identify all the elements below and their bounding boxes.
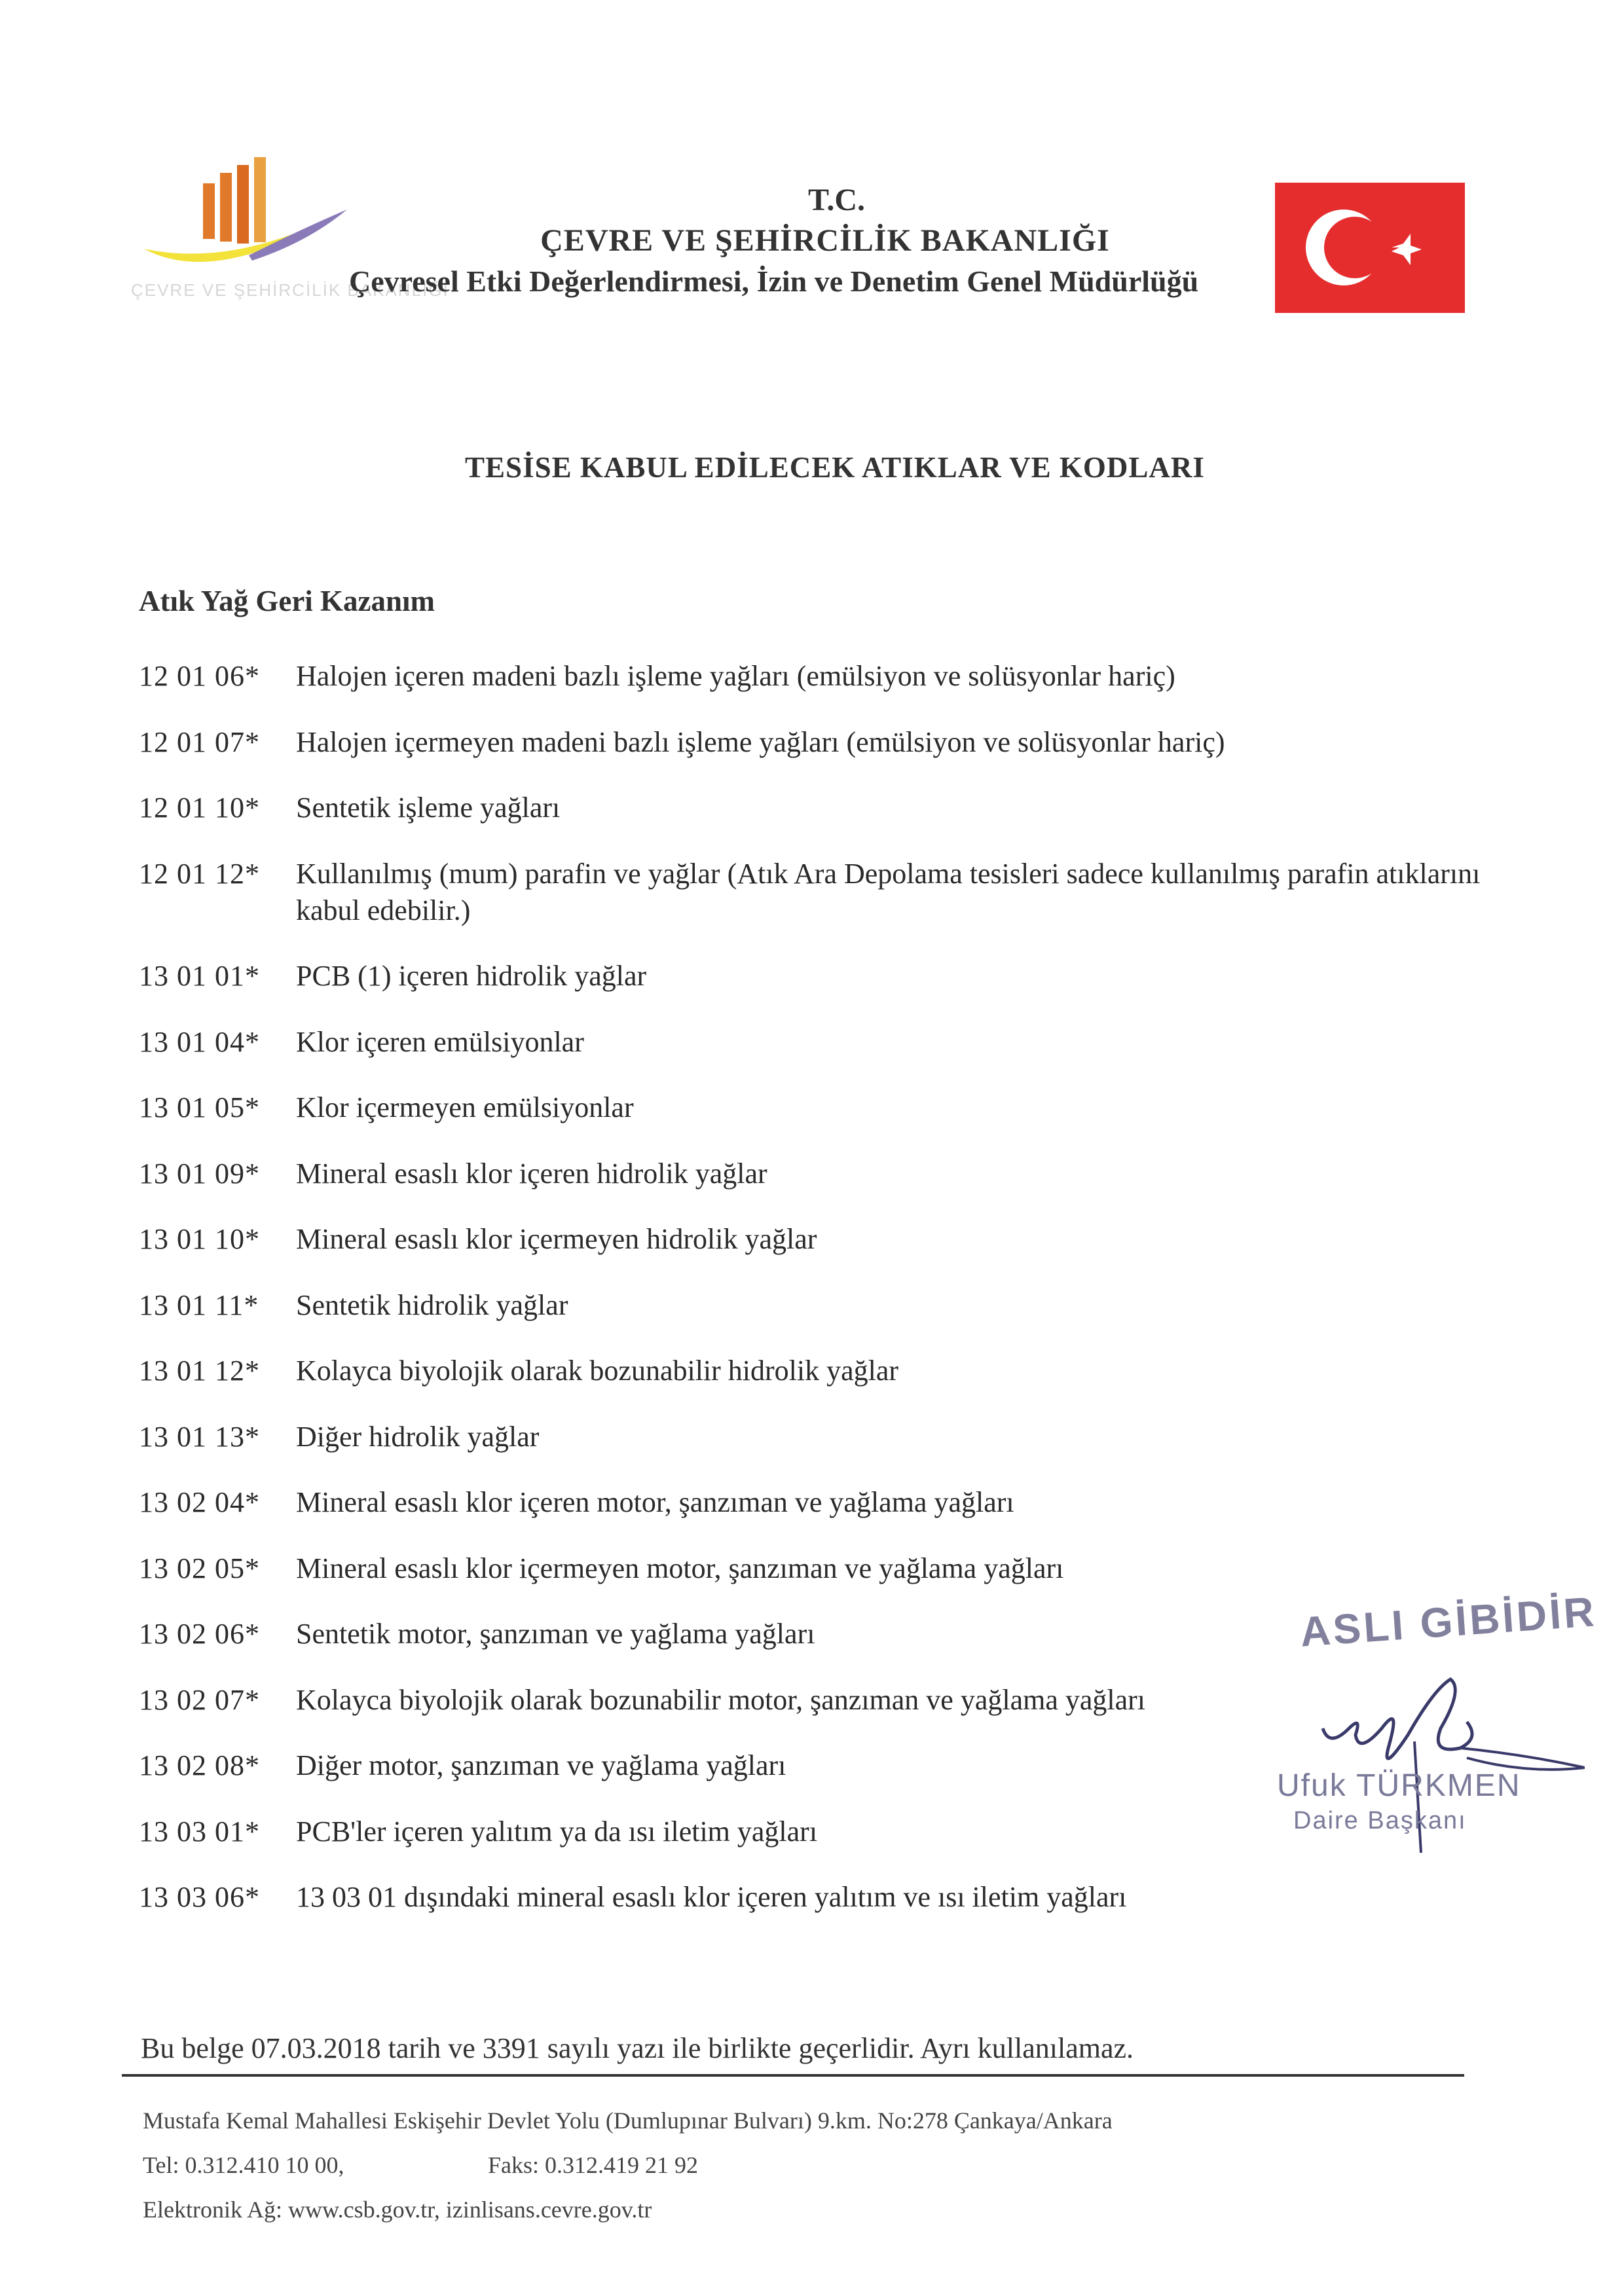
footer-address: Mustafa Kemal Mahallesi Eskişehir Devlet Yolu (Dumlupınar Bulvarı) 9.km. No:278 Çankaya/Ankara bbox=[143, 2107, 1113, 2134]
waste-description: Klor içermeyen emülsiyonlar bbox=[296, 1091, 634, 1123]
waste-code: 13 01 10* bbox=[139, 1223, 260, 1255]
waste-item-row bbox=[139, 1484, 1514, 1521]
waste-code: 13 02 05* bbox=[139, 1552, 260, 1584]
waste-code: 13 01 12* bbox=[139, 1355, 260, 1387]
waste-description: Klor içeren emülsiyonlar bbox=[296, 1025, 584, 1058]
footer-fax: Faks: 0.312.419 21 92 bbox=[488, 2152, 699, 2178]
turkish-flag bbox=[1275, 183, 1465, 313]
waste-description: Sentetik işleme yağları bbox=[296, 792, 561, 824]
waste-code: 13 01 09* bbox=[139, 1157, 260, 1190]
waste-description: Kullanılmış (mum) parafin ve yağlar (Atık Ara Depolama tesisleri sadece kullanılmış parafin atıklarını kabul edebilir.) bbox=[296, 857, 1481, 926]
waste-item-row bbox=[139, 1287, 1514, 1324]
signer-name: Ufuk TÜRKMEN bbox=[1277, 1768, 1521, 1803]
waste-code: 13 02 07* bbox=[139, 1683, 260, 1716]
waste-description: Mineral esaslı klor içeren hidrolik yağlar bbox=[296, 1157, 767, 1190]
footer-tel: Tel: 0.312.410 10 00, bbox=[143, 2152, 344, 2178]
waste-description: 13 03 01 dışındaki mineral esaslı klor içeren yalıtım ve ısı iletim yağları bbox=[296, 1881, 1127, 1913]
waste-code: 13 02 08* bbox=[139, 1749, 260, 1781]
waste-description: Kolayca biyolojik olarak bozunabilir hidrolik yağlar bbox=[296, 1355, 899, 1387]
waste-description: Halojen içermeyen madeni bazlı işleme yağları (emülsiyon ve solüsyonlar hariç) bbox=[296, 725, 1225, 758]
footer-web: Elektronik Ağ: www.csb.gov.tr, izinlisans.cevre.gov.tr bbox=[143, 2196, 652, 2223]
waste-item-row bbox=[139, 958, 1514, 994]
waste-description: PCB (1) içeren hidrolik yağlar bbox=[296, 960, 647, 992]
waste-code: 13 03 06* bbox=[139, 1881, 260, 1913]
waste-code: 13 01 13* bbox=[139, 1420, 260, 1453]
waste-item-row bbox=[139, 1221, 1514, 1258]
waste-description: Mineral esaslı klor içermeyen motor, şanzıman ve yağlama yağları bbox=[296, 1552, 1064, 1584]
waste-item-row bbox=[139, 1089, 1514, 1126]
waste-code: 12 01 07* bbox=[139, 725, 260, 758]
header-tc: T.C. bbox=[807, 183, 866, 217]
waste-code: 13 02 04* bbox=[139, 1486, 260, 1518]
waste-item-row bbox=[139, 1550, 1514, 1587]
waste-item-row bbox=[139, 1156, 1514, 1192]
waste-code: 12 01 12* bbox=[139, 857, 260, 890]
waste-item-row bbox=[139, 856, 1514, 929]
section-heading: Atık Yağ Geri Kazanım bbox=[139, 585, 435, 617]
waste-description: Halojen içeren madeni bazlı işleme yağları (emülsiyon ve solüsyonlar hariç) bbox=[296, 660, 1175, 692]
waste-item-row bbox=[139, 1024, 1514, 1061]
waste-code-list bbox=[139, 658, 1514, 1945]
waste-description: Kolayca biyolojik olarak bozunabilir motor, şanzıman ve yağlama yağları bbox=[296, 1683, 1146, 1716]
waste-description: Mineral esaslı klor içeren motor, şanzıman ve yağlama yağları bbox=[296, 1486, 1014, 1518]
waste-code: 12 01 06* bbox=[139, 660, 260, 692]
logo-lettering: ÇEVRE VE ŞEHİRCİLİK BAKANLIĞI bbox=[131, 280, 449, 300]
waste-description: Sentetik motor, şanzıman ve yağlama yağları bbox=[296, 1618, 815, 1650]
waste-item-row bbox=[139, 1879, 1514, 1916]
waste-description: Diğer motor, şanzıman ve yağlama yağları bbox=[296, 1749, 786, 1781]
header-ministry: ÇEVRE VE ŞEHİRCİLİK BAKANLIĞI bbox=[540, 223, 1110, 258]
waste-description: Diğer hidrolik yağlar bbox=[296, 1420, 540, 1453]
waste-description: PCB'ler içeren yalıtım ya da ısı iletim yağları bbox=[296, 1815, 818, 1848]
document-title: TESİSE KABUL EDİLECEK ATIKLAR VE KODLARI bbox=[465, 451, 1205, 484]
waste-code: 13 01 11* bbox=[139, 1288, 259, 1321]
footer-divider bbox=[122, 2074, 1464, 2077]
waste-description: Sentetik hidrolik yağlar bbox=[296, 1288, 568, 1321]
waste-item-row bbox=[139, 790, 1514, 826]
signer-title: Daire Başkanı bbox=[1293, 1807, 1467, 1834]
waste-code: 12 01 10* bbox=[139, 792, 260, 824]
header-directorate: Çevresel Etki Değerlendirmesi, İzin ve Denetim Genel Müdürlüğü bbox=[349, 264, 1199, 298]
validity-note: Bu belge 07.03.2018 tarih ve 3391 sayılı yazı ile birlikte geçerlidir. Ayrı kullanılamaz. bbox=[141, 2032, 1134, 2064]
waste-code: 13 01 04* bbox=[139, 1025, 260, 1058]
waste-description: Mineral esaslı klor içermeyen hidrolik yağlar bbox=[296, 1223, 817, 1255]
waste-code: 13 03 01* bbox=[139, 1815, 260, 1848]
waste-item-row bbox=[139, 658, 1514, 695]
waste-code: 13 02 06* bbox=[139, 1618, 260, 1650]
certified-copy-stamp: ASLI GİBİDİR bbox=[1299, 1588, 1598, 1656]
waste-item-row bbox=[139, 1419, 1514, 1455]
waste-item-row bbox=[139, 724, 1514, 761]
waste-code: 13 01 01* bbox=[139, 960, 260, 992]
crescent-star-icon bbox=[1275, 183, 1465, 313]
waste-item-row bbox=[139, 1682, 1514, 1719]
waste-code: 13 01 05* bbox=[139, 1091, 260, 1123]
waste-item-row bbox=[139, 1353, 1514, 1389]
